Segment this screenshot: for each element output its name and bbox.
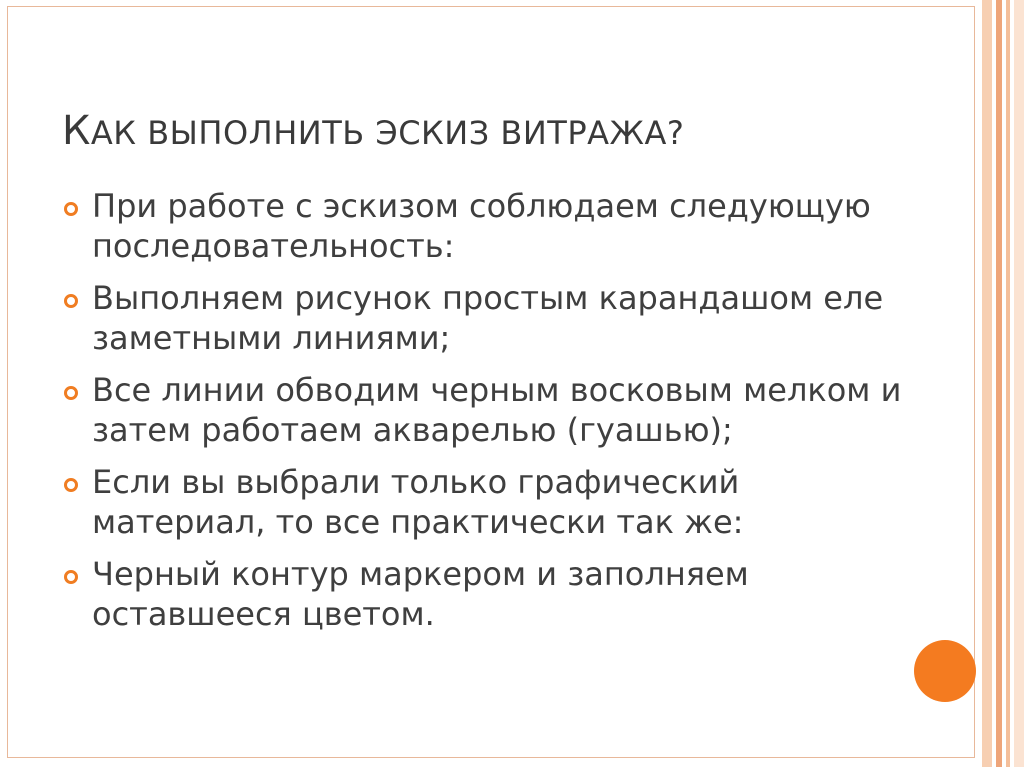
- ring-bullet-icon: [64, 202, 78, 216]
- decor-stripe: [996, 0, 1002, 767]
- list-item: [64, 554, 904, 634]
- decor-stripe: [1014, 0, 1024, 767]
- bullet-text: При работе с эскизом соблюдаем следующую последовательность:: [92, 187, 871, 265]
- accent-circle: [914, 640, 976, 702]
- decor-stripe: [1006, 0, 1010, 767]
- ring-bullet-icon: [64, 570, 78, 584]
- bullet-list: [64, 186, 904, 646]
- list-item: [64, 278, 904, 358]
- bullet-text: Все линии обводим черным восковым мелком и затем работаем акварелью (гуашью);: [92, 371, 902, 449]
- list-item: [64, 186, 904, 266]
- bullet-text: Выполняем рисунок простым карандашом еле заметными линиями;: [92, 279, 884, 357]
- list-item: [64, 370, 904, 450]
- bullet-text: Черный контур маркером и заполняем оставшееся цветом.: [92, 555, 749, 633]
- title-lead: К: [62, 108, 91, 154]
- ring-bullet-icon: [64, 294, 78, 308]
- ring-bullet-icon: [64, 386, 78, 400]
- list-item: [64, 462, 904, 542]
- slide-title: [62, 108, 684, 154]
- ring-bullet-icon: [64, 478, 78, 492]
- bullet-text: Если вы выбрали только графический материал, то все практически так же:: [92, 463, 744, 541]
- title-rest: АК ВЫПОЛНИТЬ ЭСКИЗ ВИТРАЖА?: [90, 114, 685, 152]
- decor-stripe: [982, 0, 992, 767]
